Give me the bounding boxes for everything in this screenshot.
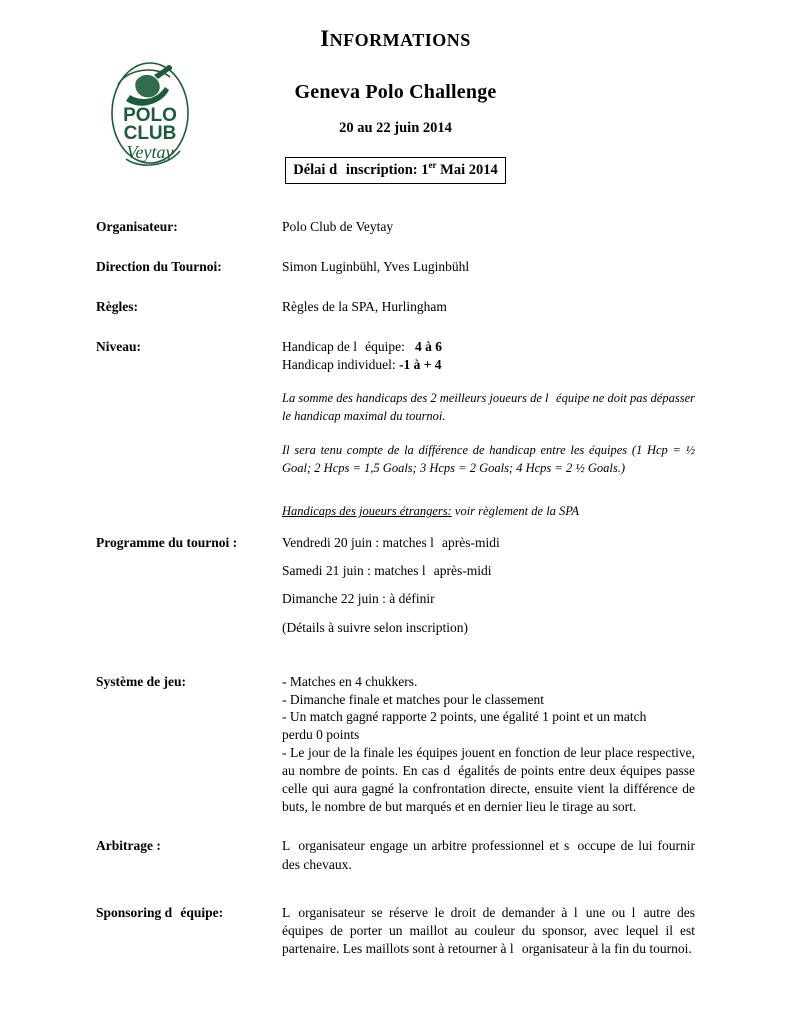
deadline-text-suffix: Mai 2014: [436, 162, 498, 179]
programme-line-samedi: Samedi 21 juin : matches laprès-midi: [282, 563, 492, 579]
foreign-players-handicap-label: Handicaps des joueurs étrangers:: [282, 504, 452, 519]
value-sponsoring-equipe: Lorganisateur se réserve le droit de demander à lune ou lautre des équipes de porter un maillot au couleur du sponsor, avec lequel il est partenaire. Les maillots sont à retourner à lorganisateur à la fin du tournoi.: [282, 904, 695, 957]
systeme-line-finale: - Dimanche finale et matches pour le classement: [282, 691, 545, 707]
deadline-ordinal-suffix: er: [428, 160, 437, 171]
label-systeme-de-jeu: Système de jeu:: [96, 673, 186, 689]
row-sponsoring-equipe: [96, 904, 695, 959]
niveau-individual-handicap-label: Handicap individuel:: [282, 357, 399, 373]
niveau-team-handicap: [282, 338, 695, 356]
label-arbitrage: Arbitrage :: [96, 838, 161, 854]
page-title-rest: NFORMATIONS: [329, 30, 471, 50]
row-niveau: [96, 338, 695, 520]
deadline-text-prefix: Délai dinscription: 1: [293, 162, 429, 179]
niveau-team-handicap-label: Handicap de léquipe:: [282, 339, 405, 355]
event-dates: 20 au 22 juin 2014: [339, 120, 452, 137]
systeme-paragraph-classement: - Le jour de la finale les équipes jouent en fonction de leur place respective, au nombre de points. En cas dégalités de points entre deux équipes passe celle qui aura gagné la confrontation directe, ensuite vient la différence de buts, le nombre de but marqués et en dernier lieu le tirage au sort.: [282, 745, 695, 814]
row-systeme-de-jeu: [96, 673, 695, 816]
value-arbitrage: Lorganisateur engage un arbitre professionnel et soccupe de lui fournir des chevaux.: [282, 838, 695, 872]
niveau-individual-handicap: [282, 356, 695, 374]
programme-line-vendredi: Vendredi 20 juin : matches laprès-midi: [282, 534, 500, 550]
niveau-note-2: Il sera tenu compte de la différence de handicap entre les équipes (1 Hcp = ½ Goal; 2 Hcps = 1,5 Goals; 3 Hcps = 2 Goals; 4 Hcps = 2 ½ Goals.): [282, 442, 695, 475]
document-body: [0, 218, 791, 959]
foreign-players-handicap: [282, 503, 695, 520]
niveau-individual-handicap-value: -1 à + 4: [398, 357, 442, 373]
label-sponsoring-equipe: Sponsoring déquipe:: [96, 904, 224, 920]
niveau-team-handicap-value: 4 à 6: [415, 339, 443, 355]
label-programme-tournoi: Programme du tournoi :: [96, 534, 238, 550]
programme-line-details: (Détails à suivre selon inscription): [282, 619, 468, 635]
systeme-line-points-cont: perdu 0 points: [282, 727, 360, 743]
value-regles: Règles de la SPA, Hurlingham: [282, 298, 447, 314]
value-direction-tournoi: Simon Luginbühl, Yves Luginbühl: [282, 258, 470, 274]
foreign-players-handicap-value: voir règlement de la SPA: [451, 504, 579, 519]
polo-club-veytay-logo: [96, 55, 204, 175]
logo-line-3: Veytay: [126, 142, 174, 162]
logo-line-1: POLO: [123, 105, 177, 126]
value-organisateur: Polo Club de Veytay: [282, 218, 394, 234]
page-title: [0, 26, 791, 51]
row-programme-tournoi: [96, 534, 695, 637]
event-title: Geneva Polo Challenge: [294, 81, 497, 104]
row-regles: [96, 298, 695, 316]
value-systeme-de-jeu: [282, 673, 695, 816]
label-niveau: Niveau:: [96, 339, 141, 355]
registration-deadline-box: [285, 157, 505, 183]
programme-line-dimanche: Dimanche 22 juin : à définir: [282, 591, 435, 607]
systeme-line-points: - Un match gagné rapporte 2 points, une égalité 1 point et un match: [282, 709, 647, 725]
page-title-first-letter: I: [320, 26, 330, 51]
niveau-note-1: La somme des handicaps des 2 meilleurs joueurs de léquipe ne doit pas dépasser le handicap maximal du tournoi.: [282, 390, 695, 423]
logo-line-2: CLUB: [123, 123, 177, 144]
systeme-line-chukkers: - Matches en 4 chukkers.: [282, 673, 418, 689]
row-direction-tournoi: [96, 258, 695, 276]
value-niveau: [282, 338, 695, 520]
value-programme-tournoi: [282, 534, 695, 637]
label-organisateur: Organisateur:: [96, 218, 178, 234]
label-direction-tournoi: Direction du Tournoi:: [96, 258, 222, 274]
row-organisateur: [96, 218, 695, 236]
label-regles: Règles:: [96, 298, 138, 314]
row-arbitrage: [96, 837, 695, 873]
